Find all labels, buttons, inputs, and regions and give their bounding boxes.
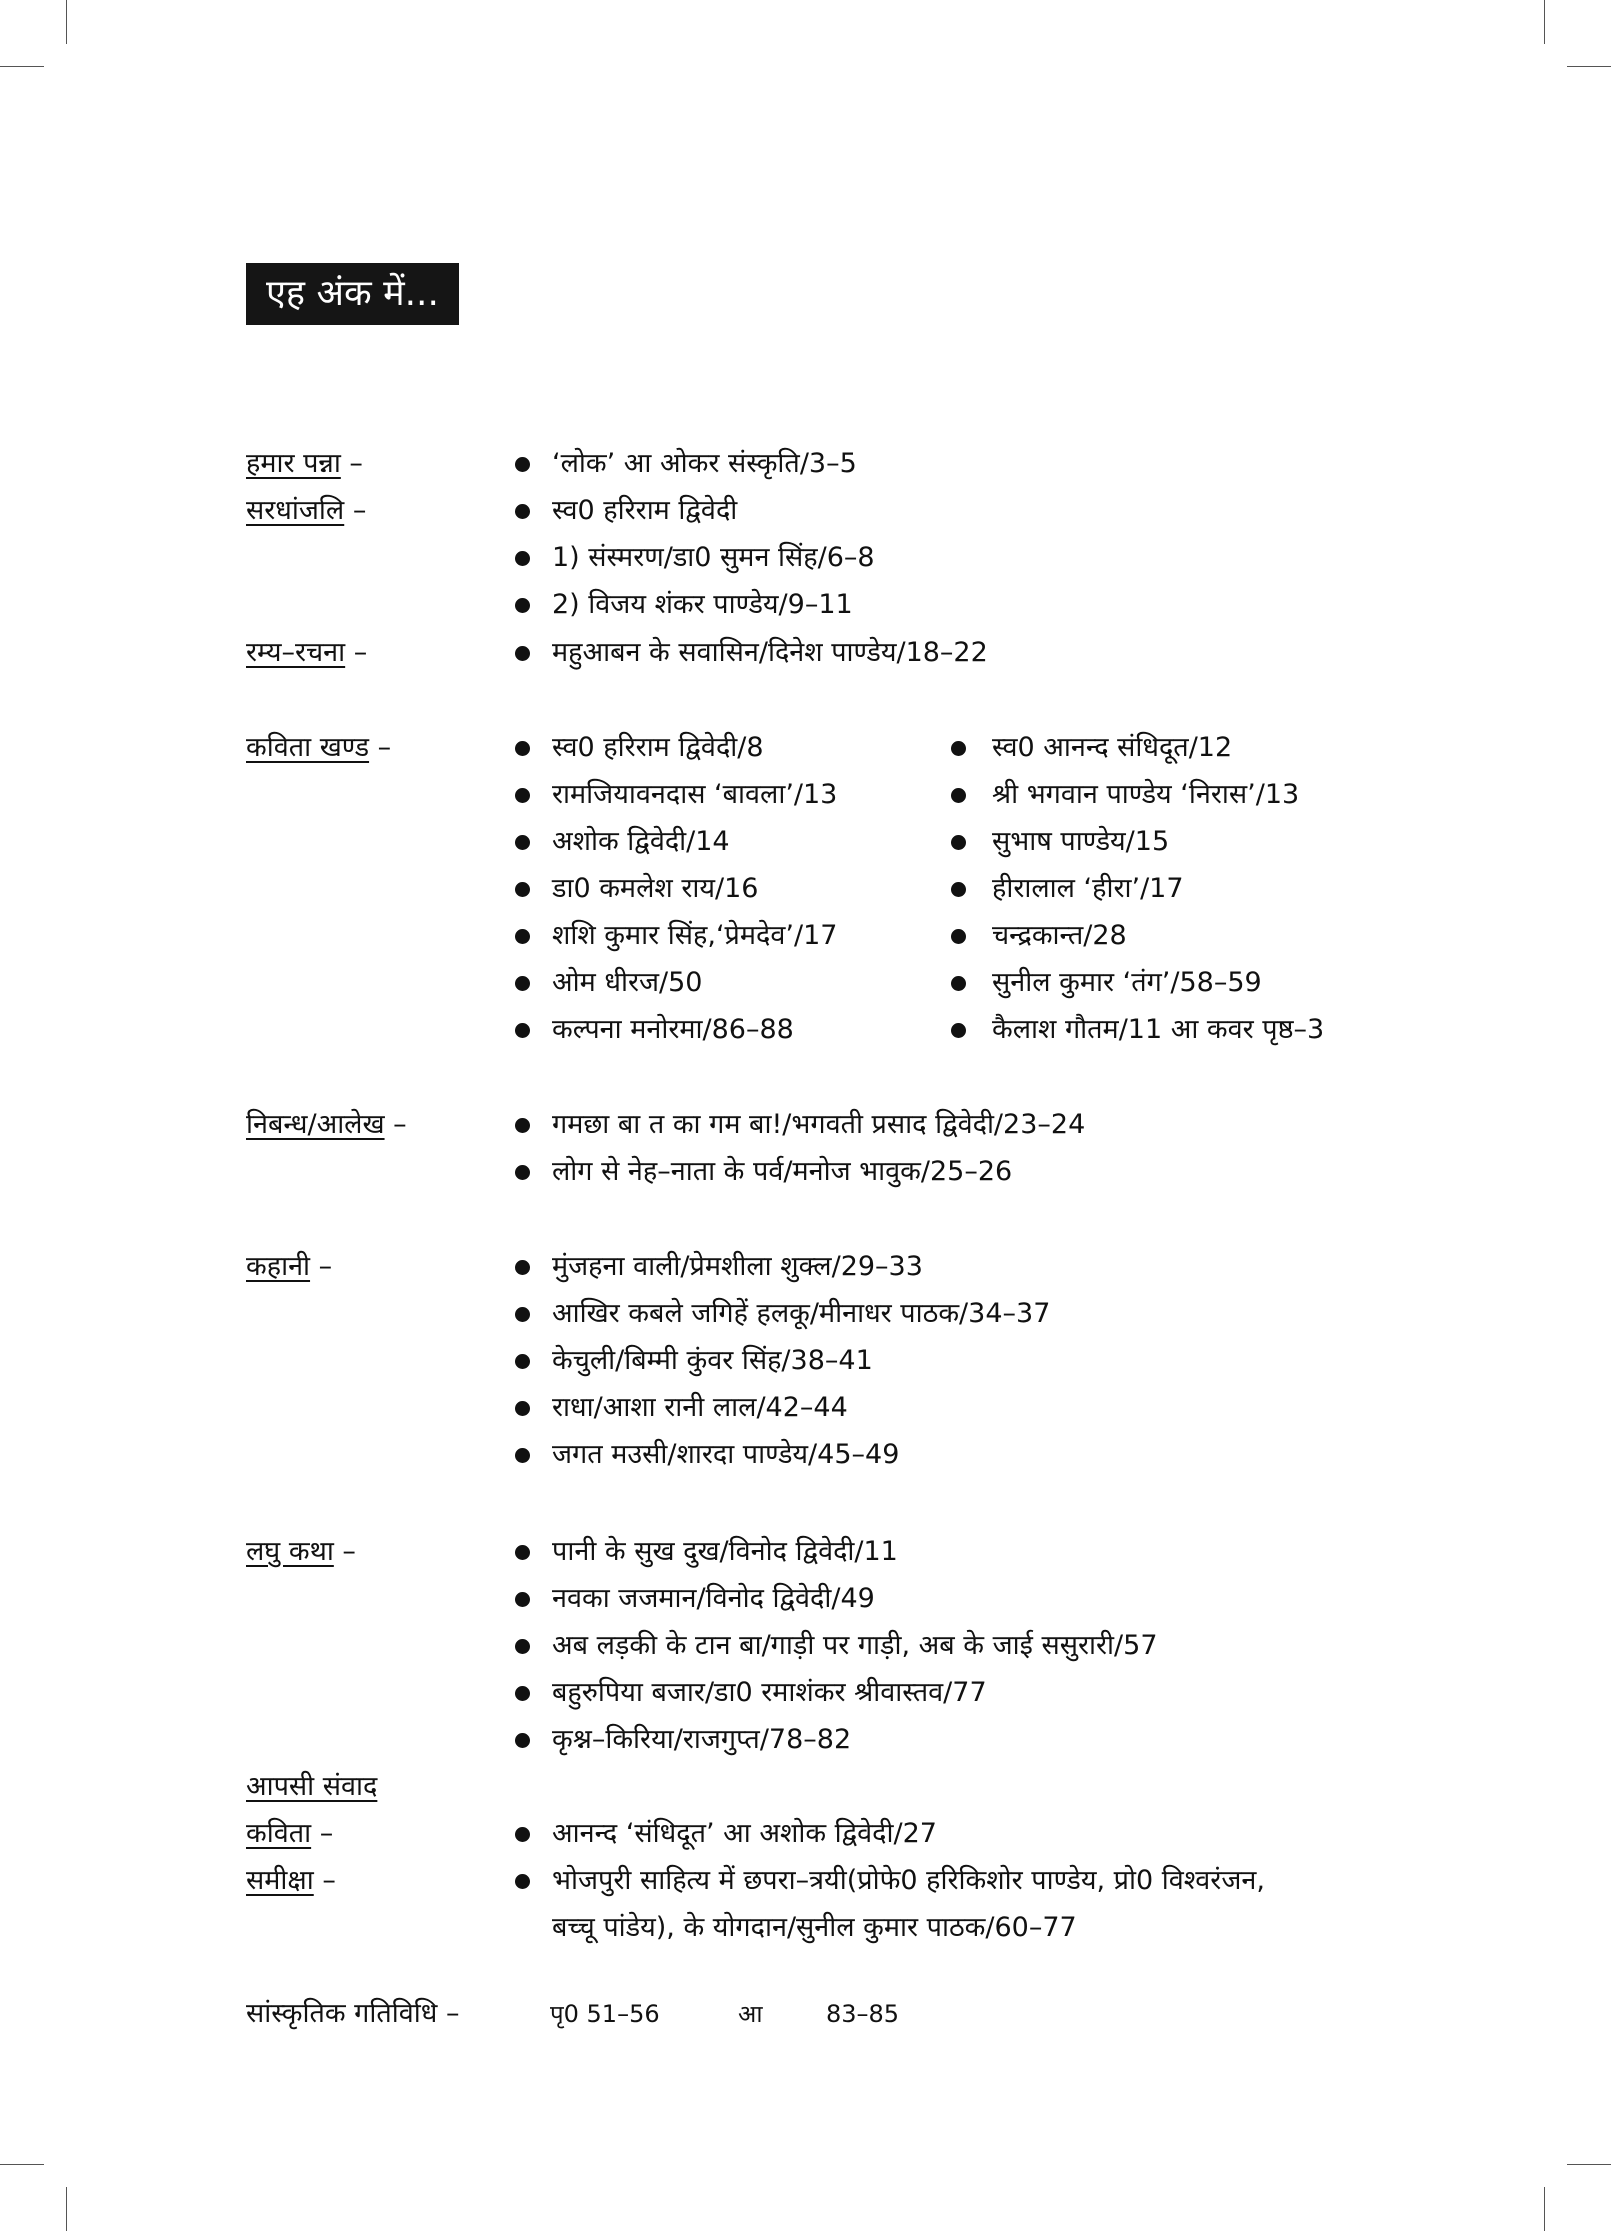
toc-entry: आनन्द ‘संधिदूत’ आ अशोक द्विवेदी/27	[552, 1818, 937, 1849]
toc-entry: हीरालाल ‘हीरा’/17	[992, 873, 1184, 904]
toc-entry: कल्पना मनोरमा/86–88	[552, 1014, 794, 1045]
bullet-icon	[515, 1592, 530, 1607]
crop-mark	[1567, 2164, 1611, 2165]
toc-entry: कृश्न–किरिया/राजगुप्त/78–82	[552, 1724, 852, 1755]
bullet-icon	[515, 929, 530, 944]
toc-entry: लोग से नेह–नाता के पर्व/मनोज भावुक/25–26	[552, 1156, 1013, 1187]
bullet-icon	[951, 929, 966, 944]
crop-mark	[1567, 66, 1611, 67]
toc-entry: अब लड़की के टान बा/गाड़ी पर गाड़ी, अब के जाई ससुरारी/57	[552, 1630, 1158, 1661]
crop-mark	[0, 2164, 44, 2165]
toc-entry: चन्द्रकान्त/28	[992, 920, 1127, 951]
bullet-icon	[515, 1354, 530, 1369]
section-label: कविता –	[246, 1818, 334, 1849]
bullet-icon	[515, 1260, 530, 1275]
bullet-icon	[515, 551, 530, 566]
section-label: हमार पन्ना –	[246, 448, 363, 479]
section-label: आपसी संवाद	[246, 1771, 378, 1802]
toc-entry: केचुली/बिम्मी कुंवर सिंह/38–41	[552, 1345, 873, 1376]
crop-mark	[66, 2187, 67, 2231]
bullet-icon	[515, 1023, 530, 1038]
toc-entry: स्व0 हरिराम द्विवेदी	[552, 495, 738, 526]
bullet-icon	[515, 1733, 530, 1748]
bullet-icon	[515, 1448, 530, 1463]
footer-label: सांस्कृतिक गतिविधि –	[246, 1998, 460, 2029]
toc-entry: श्री भगवान पाण्डेय ‘निरास’/13	[992, 779, 1300, 810]
bullet-icon	[515, 1545, 530, 1560]
bullet-icon	[515, 1686, 530, 1701]
section-label: सरधांजलि –	[246, 495, 367, 526]
bullet-icon	[951, 741, 966, 756]
toc-entry: अशोक द्विवेदी/14	[552, 826, 730, 857]
footer-pages-a: पृ0 51–56	[550, 2000, 660, 2028]
toc-entry: महुआबन के सवासिन/दिनेश पाण्डेय/18–22	[552, 637, 988, 668]
toc-entry: आखिर कबले जगिहें हलकू/मीनाधर पाठक/34–37	[552, 1298, 1051, 1329]
toc-entry: ‘लोक’ आ ओकर संस्कृति/3–5	[552, 448, 857, 479]
bullet-icon	[951, 1023, 966, 1038]
crop-mark	[1544, 0, 1545, 44]
bullet-icon	[515, 1307, 530, 1322]
toc-entry: बच्चू पांडेय), के योगदान/सुनील कुमार पाठक/60–77	[552, 1912, 1077, 1943]
bullet-icon	[515, 976, 530, 991]
section-label: कविता खण्ड –	[246, 732, 392, 763]
toc-entry: डा0 कमलेश राय/16	[552, 873, 759, 904]
toc-entry: 1) संस्मरण/डा0 सुमन सिंह/6–8	[552, 542, 875, 573]
crop-mark	[66, 0, 67, 44]
toc-entry: शशि कुमार सिंह,‘प्रेमदेव’/17	[552, 920, 838, 951]
toc-entry: ओम धीरज/50	[552, 967, 703, 998]
toc-entry: मुंजहना वाली/प्रेमशीला शुक्ल/29–33	[552, 1251, 923, 1282]
bullet-icon	[951, 976, 966, 991]
section-label: निबन्ध/आलेख –	[246, 1109, 407, 1140]
toc-entry: गमछा बा त का गम बा!/भगवती प्रसाद द्विवेदी/23–24	[552, 1109, 1086, 1140]
crop-mark	[1544, 2187, 1545, 2231]
toc-entry: रामजियावनदास ‘बावला’/13	[552, 779, 838, 810]
bullet-icon	[515, 1827, 530, 1842]
bullet-icon	[515, 835, 530, 850]
toc-entry: सुनील कुमार ‘तंग’/58–59	[992, 967, 1262, 998]
toc-entry: कैलाश गौतम/11 आ कवर पृष्ठ–3	[992, 1014, 1325, 1045]
toc-entry: सुभाष पाण्डेय/15	[992, 826, 1170, 857]
section-label: लघु कथा –	[246, 1536, 356, 1567]
toc-entry: पानी के सुख दुख/विनोद द्विवेदी/11	[552, 1536, 898, 1567]
toc-entry: 2) विजय शंकर पाण्डेय/9–11	[552, 589, 853, 620]
footer-pages-b: 83–85	[826, 2000, 900, 2028]
bullet-icon	[515, 646, 530, 661]
bullet-icon	[515, 1639, 530, 1654]
toc-entry: जगत मउसी/शारदा पाण्डेय/45–49	[552, 1439, 900, 1470]
toc-entry: राधा/आशा रानी लाल/42–44	[552, 1392, 848, 1423]
bullet-icon	[951, 835, 966, 850]
toc-entry: भोजपुरी साहित्य में छपरा–त्रयी(प्रोफे0 हरिकिशोर पाण्डेय, प्रो0 विश्वरंजन,	[552, 1865, 1265, 1896]
bullet-icon	[515, 1118, 530, 1133]
section-label: समीक्षा –	[246, 1865, 336, 1896]
bullet-icon	[951, 788, 966, 803]
toc-entry: बहुरुपिया बजार/डा0 रमाशंकर श्रीवास्तव/77	[552, 1677, 987, 1708]
crop-mark	[0, 66, 44, 67]
bullet-icon	[515, 1874, 530, 1889]
bullet-icon	[515, 788, 530, 803]
section-label: रम्य–रचना –	[246, 637, 368, 668]
bullet-icon	[951, 882, 966, 897]
page-heading: एह अंक में...	[246, 263, 459, 325]
toc-entry: स्व0 आनन्द संधिदूत/12	[992, 732, 1233, 763]
footer-and: आ	[738, 2000, 763, 2028]
bullet-icon	[515, 741, 530, 756]
bullet-icon	[515, 457, 530, 472]
toc-entry: नवका जजमान/विनोद द्विवेदी/49	[552, 1583, 875, 1614]
bullet-icon	[515, 598, 530, 613]
section-label: कहानी –	[246, 1251, 333, 1282]
bullet-icon	[515, 882, 530, 897]
bullet-icon	[515, 1401, 530, 1416]
bullet-icon	[515, 1165, 530, 1180]
toc-entry: स्व0 हरिराम द्विवेदी/8	[552, 732, 764, 763]
bullet-icon	[515, 504, 530, 519]
